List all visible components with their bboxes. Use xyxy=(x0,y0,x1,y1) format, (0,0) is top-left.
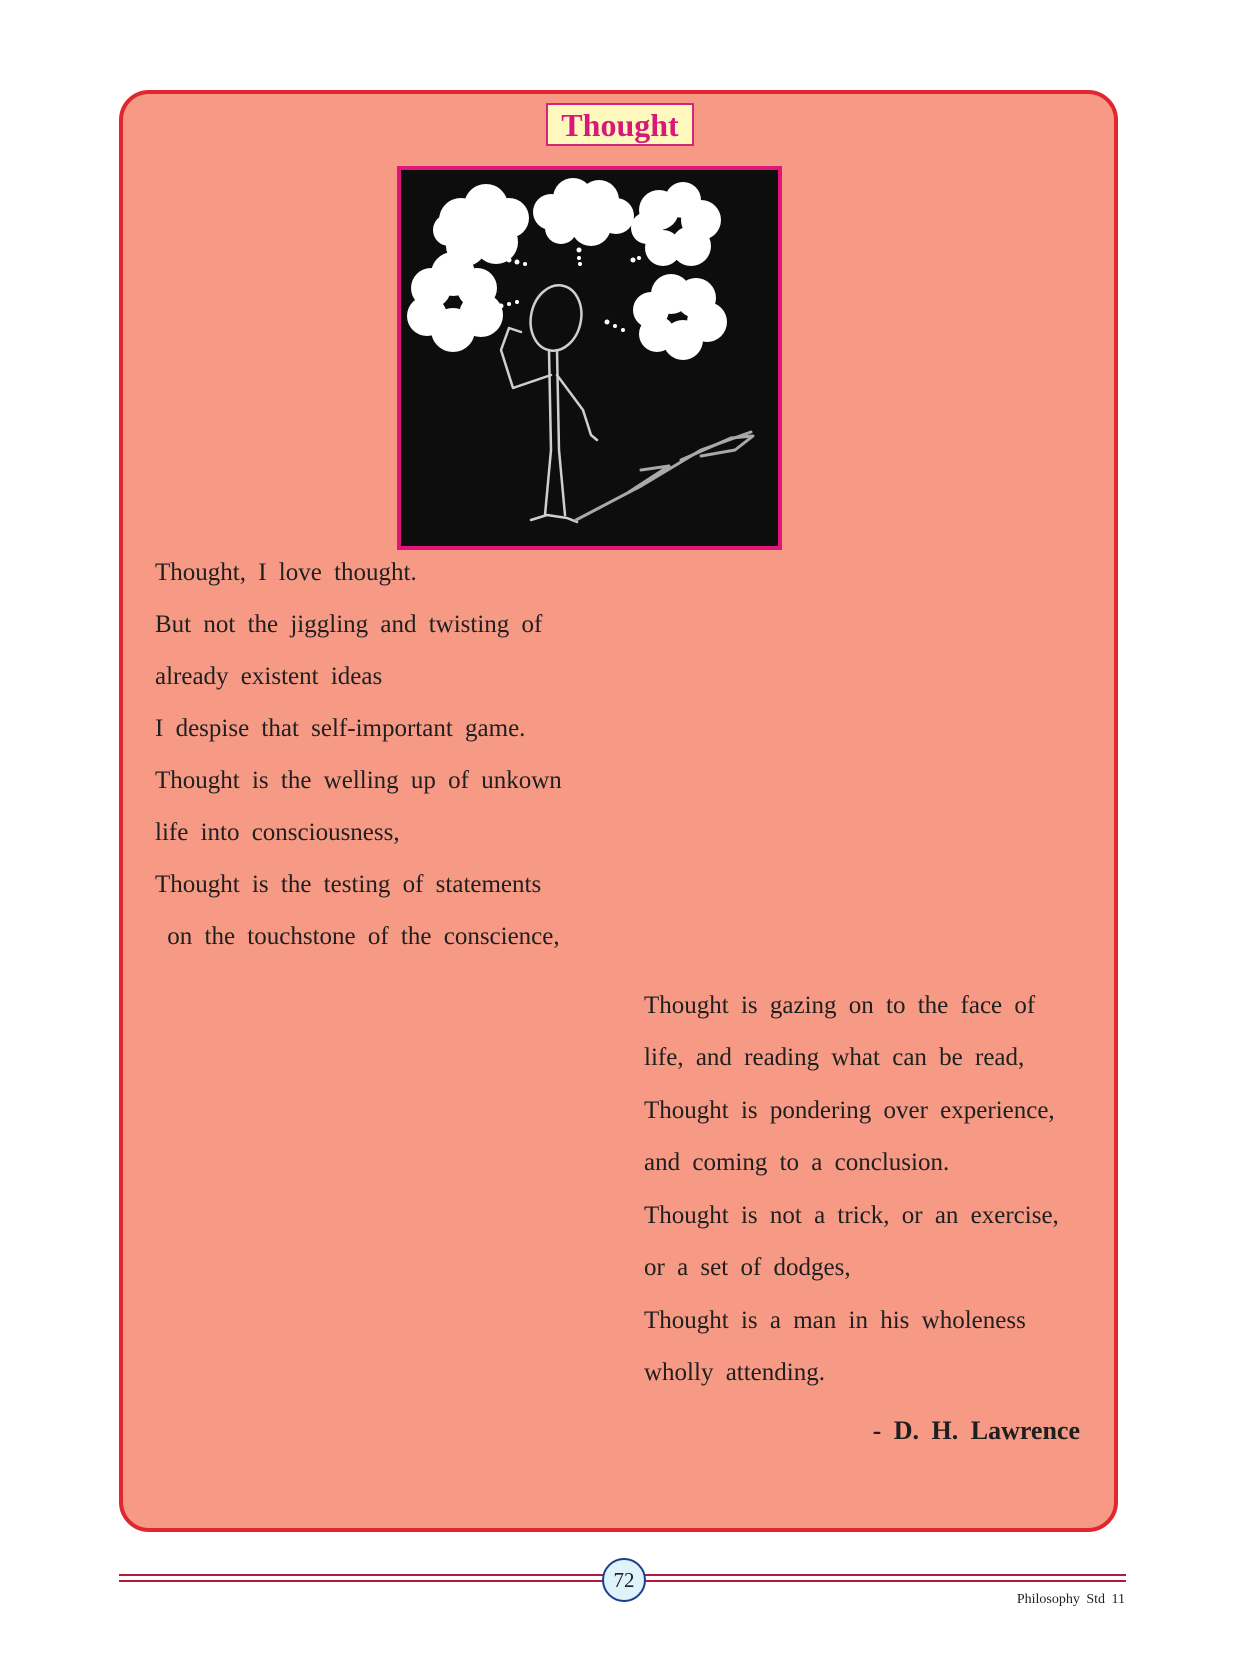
poem-line: Thought is a man in his wholeness xyxy=(644,1307,1026,1334)
poem-line: Thought is the welling up of unkown xyxy=(155,767,562,794)
page-title: Thought xyxy=(561,106,679,143)
poem-line: Thought is not a trick, or an exercise, xyxy=(644,1202,1059,1229)
poem-line: But not the jiggling and twisting of xyxy=(155,611,543,638)
poem-line: Thought is the testing of statements xyxy=(155,871,542,898)
poem-line: Thought, I love thought. xyxy=(155,559,417,586)
poem-line: on the touchstone of the conscience, xyxy=(155,923,560,950)
poem-line: Thought is pondering over experience, xyxy=(644,1097,1055,1124)
title-box xyxy=(546,103,694,146)
poem-line: life into consciousness, xyxy=(155,819,400,846)
poem-line: or a set of dodges, xyxy=(644,1254,851,1281)
poem-line: already existent ideas xyxy=(155,663,383,690)
poem-line: life, and reading what can be read, xyxy=(644,1044,1025,1071)
poem-line: and coming to a conclusion. xyxy=(644,1149,950,1176)
book-name: Philosophy Std 11 xyxy=(1016,1592,1125,1607)
poem-author: - D. H. Lawrence xyxy=(872,1416,1080,1445)
thinking-stick-figure-with-thought-clouds-icon xyxy=(401,170,778,546)
thought-illustration xyxy=(397,166,782,550)
poem-line: I despise that self-important game. xyxy=(155,715,526,742)
poem-line: Thought is gazing on to the face of xyxy=(644,992,1036,1019)
page-number: 72 xyxy=(602,1558,646,1602)
poem-line: wholly attending. xyxy=(644,1359,825,1386)
